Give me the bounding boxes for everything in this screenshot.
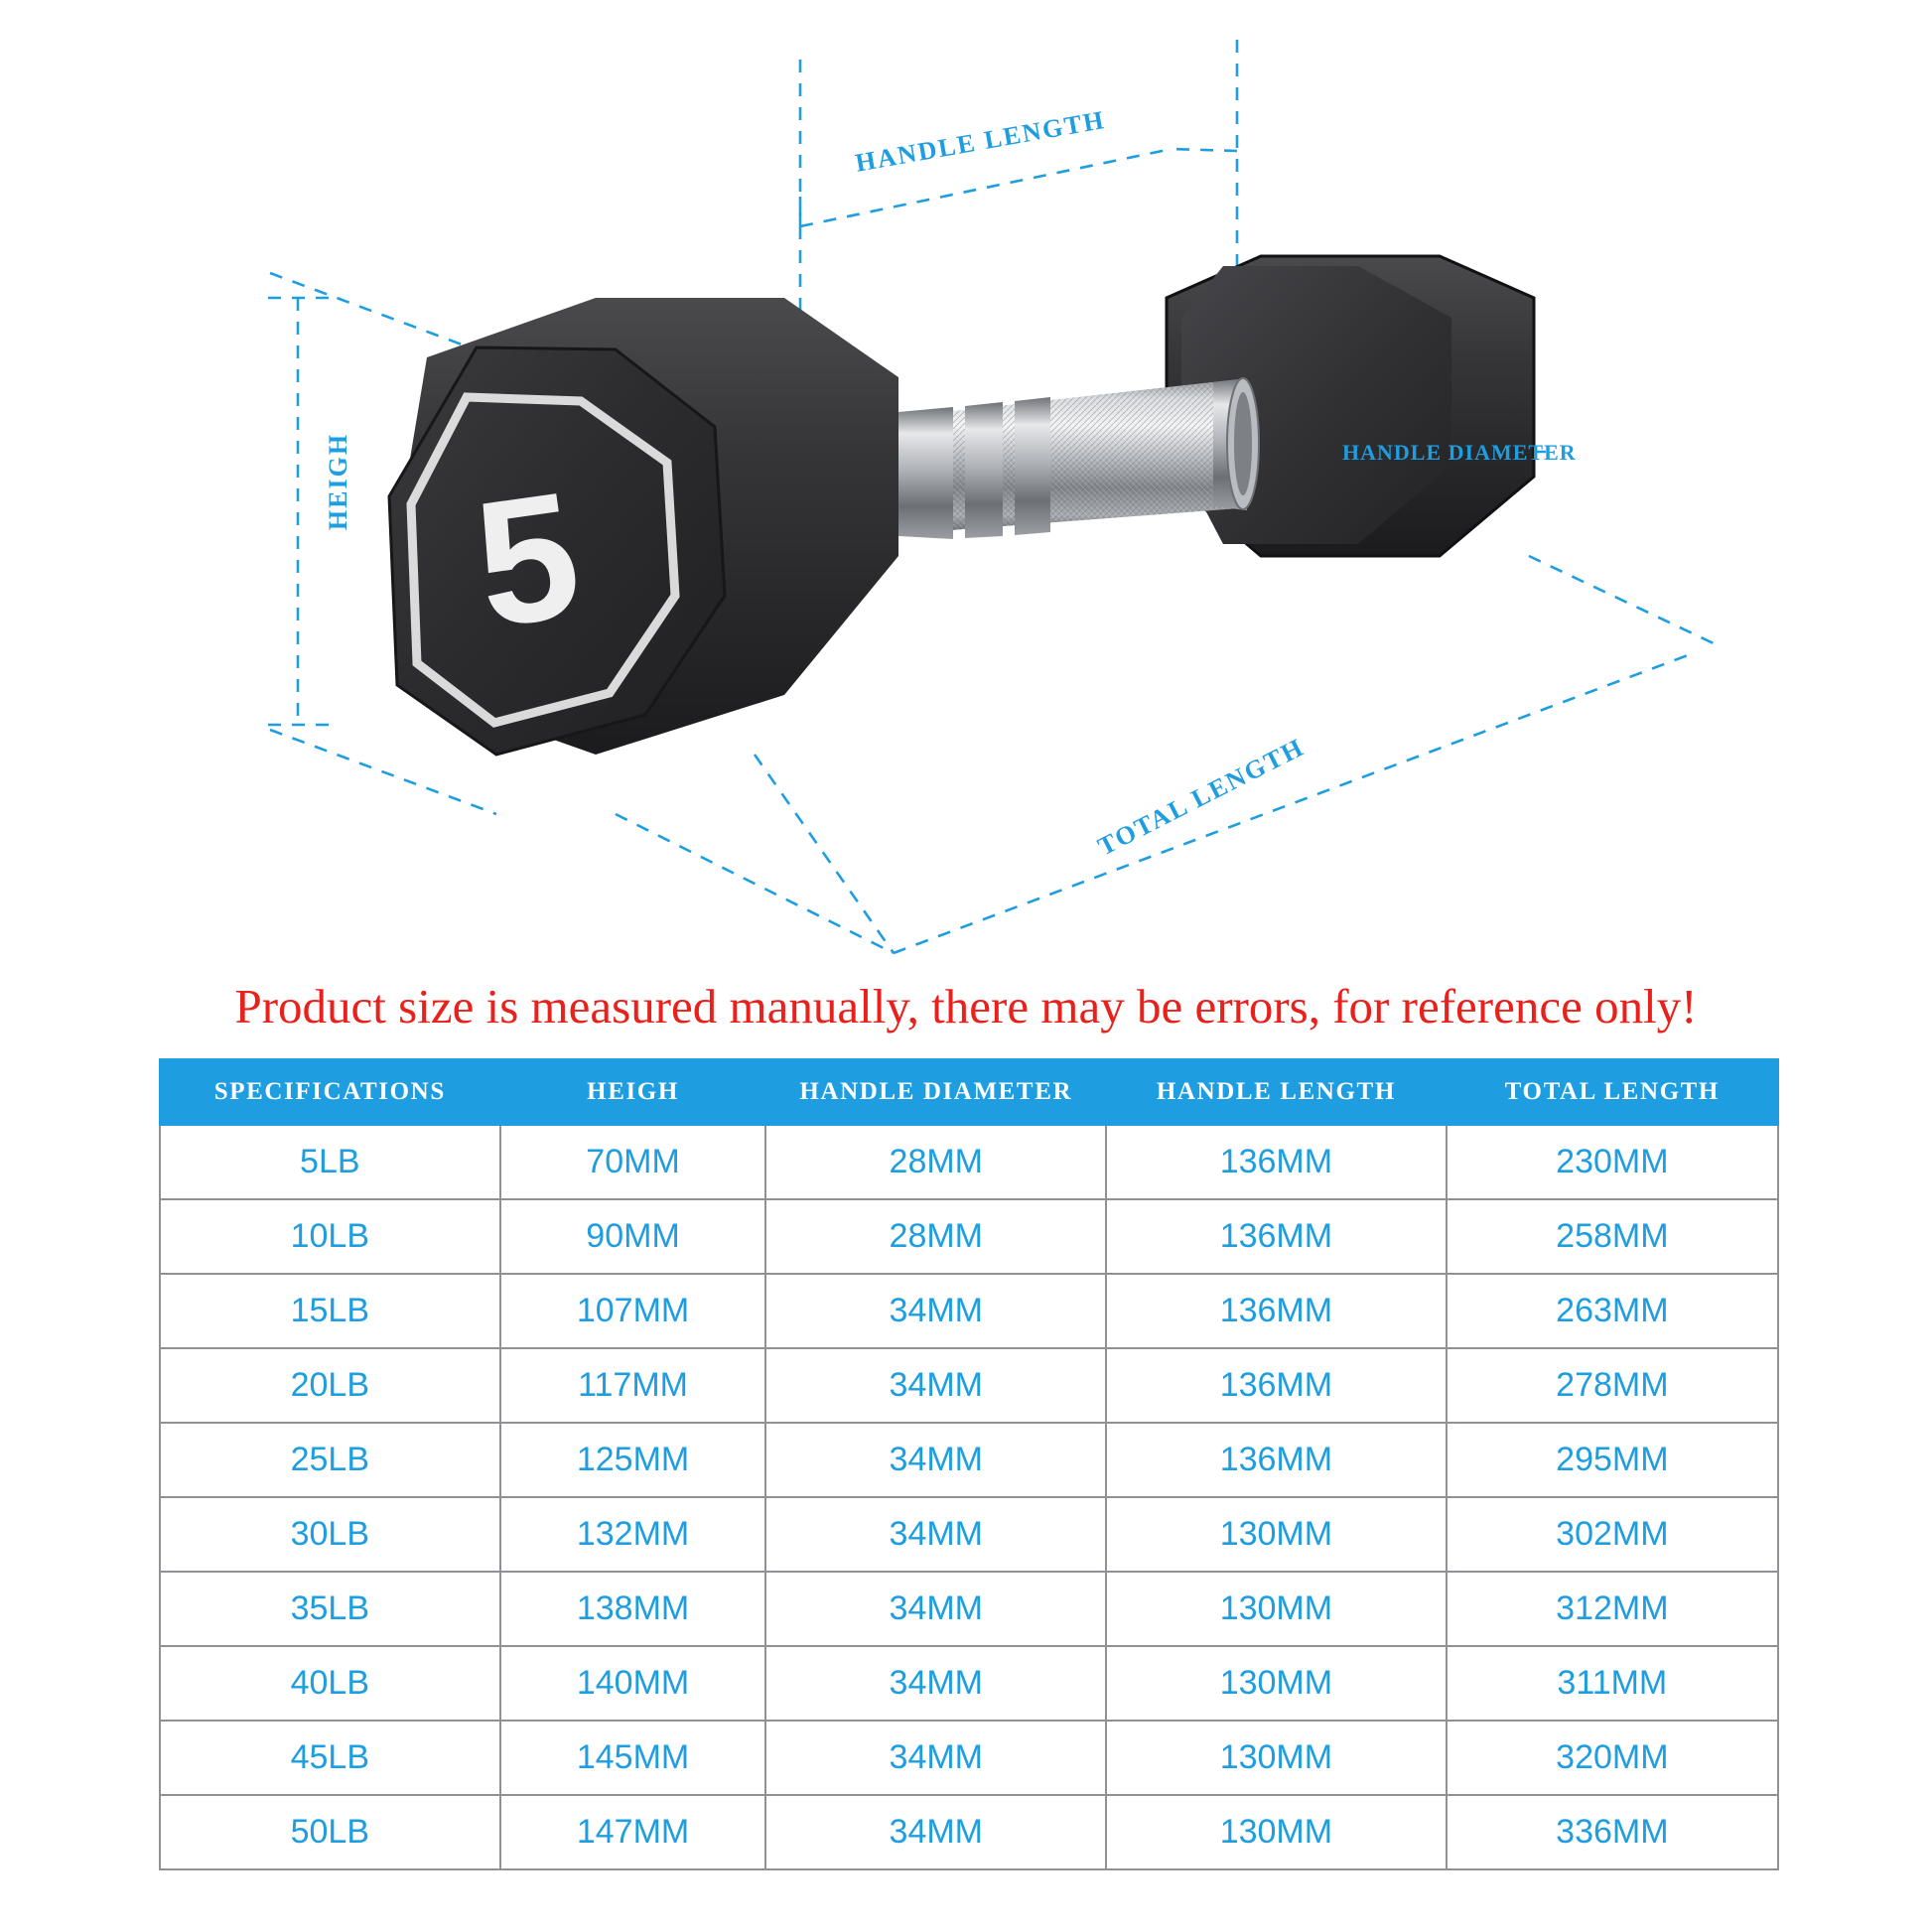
cell-specification: 15LB	[160, 1274, 500, 1348]
cell-specification: 35LB	[160, 1572, 500, 1646]
dumbbell-handle	[898, 378, 1259, 539]
cell-handle-length: 130MM	[1106, 1572, 1447, 1646]
table-row	[160, 1423, 1778, 1497]
cell-total-length: 302MM	[1447, 1497, 1778, 1572]
cell-total-length: 258MM	[1447, 1199, 1778, 1274]
table-row	[160, 1199, 1778, 1274]
cell-handle-diameter: 34MM	[765, 1721, 1106, 1795]
table-row	[160, 1497, 1778, 1572]
measurement-disclaimer: Product size is measured manually, there may be errors, for reference only!	[234, 979, 1698, 1034]
table-row	[160, 1721, 1778, 1795]
cell-total-length: 336MM	[1447, 1795, 1778, 1869]
column-header-handle-diameter: HANDLE DIAMETER	[765, 1059, 1106, 1125]
weight-marking-text: 5	[464, 454, 591, 666]
table-row	[160, 1795, 1778, 1869]
cell-handle-diameter: 28MM	[765, 1125, 1106, 1199]
cell-heigh: 70MM	[500, 1125, 766, 1199]
table-row	[160, 1348, 1778, 1423]
total-length-label: TOTAL LENGTH	[1093, 732, 1310, 862]
cell-handle-diameter: 34MM	[765, 1795, 1106, 1869]
cell-specification: 40LB	[160, 1646, 500, 1721]
cell-specification: 5LB	[160, 1125, 500, 1199]
cell-heigh: 125MM	[500, 1423, 766, 1497]
column-header-handle-length: HANDLE LENGTH	[1106, 1059, 1447, 1125]
cell-handle-diameter: 34MM	[765, 1348, 1106, 1423]
cell-heigh: 117MM	[500, 1348, 766, 1423]
cell-handle-length: 136MM	[1106, 1423, 1447, 1497]
cell-heigh: 147MM	[500, 1795, 766, 1869]
cell-handle-diameter: 34MM	[765, 1274, 1106, 1348]
cell-specification: 10LB	[160, 1199, 500, 1274]
column-header-specifications: SPECIFICATIONS	[160, 1059, 500, 1125]
cell-total-length: 295MM	[1447, 1423, 1778, 1497]
table-header	[160, 1059, 1778, 1125]
cell-handle-diameter: 34MM	[765, 1497, 1106, 1572]
table-header-row	[160, 1059, 1778, 1125]
table-row	[160, 1274, 1778, 1348]
cell-total-length: 312MM	[1447, 1572, 1778, 1646]
cell-handle-length: 136MM	[1106, 1348, 1447, 1423]
cell-total-length: 278MM	[1447, 1348, 1778, 1423]
cell-total-length: 311MM	[1447, 1646, 1778, 1721]
specifications-table-container	[159, 1058, 1779, 1870]
cell-handle-length: 136MM	[1106, 1274, 1447, 1348]
cell-handle-length: 136MM	[1106, 1125, 1447, 1199]
handle-length-label: HANDLE LENGTH	[853, 104, 1108, 178]
cell-handle-length: 130MM	[1106, 1721, 1447, 1795]
dumbbell-near-plate	[389, 298, 898, 755]
cell-handle-length: 130MM	[1106, 1497, 1447, 1572]
table-row	[160, 1646, 1778, 1721]
cell-handle-diameter: 28MM	[765, 1199, 1106, 1274]
cell-handle-length: 136MM	[1106, 1199, 1447, 1274]
specifications-table	[159, 1058, 1779, 1870]
cell-specification: 20LB	[160, 1348, 500, 1423]
cell-total-length: 230MM	[1447, 1125, 1778, 1199]
table-row	[160, 1125, 1778, 1199]
cell-specification: 45LB	[160, 1721, 500, 1795]
table-body	[160, 1125, 1778, 1869]
cell-heigh: 107MM	[500, 1274, 766, 1348]
cell-handle-length: 130MM	[1106, 1646, 1447, 1721]
cell-total-length: 320MM	[1447, 1721, 1778, 1795]
cell-heigh: 90MM	[500, 1199, 766, 1274]
cell-specification: 50LB	[160, 1795, 500, 1869]
cell-total-length: 263MM	[1447, 1274, 1778, 1348]
cell-handle-diameter: 34MM	[765, 1572, 1106, 1646]
cell-heigh: 138MM	[500, 1572, 766, 1646]
cell-handle-length: 130MM	[1106, 1795, 1447, 1869]
heigh-label: HEIGH	[324, 432, 353, 531]
cell-specification: 30LB	[160, 1497, 500, 1572]
cell-specification: 25LB	[160, 1423, 500, 1497]
cell-heigh: 140MM	[500, 1646, 766, 1721]
cell-handle-diameter: 34MM	[765, 1646, 1106, 1721]
cell-heigh: 145MM	[500, 1721, 766, 1795]
cell-heigh: 132MM	[500, 1497, 766, 1572]
cell-handle-diameter: 34MM	[765, 1423, 1106, 1497]
column-header-heigh: HEIGH	[500, 1059, 766, 1125]
handle-diameter-label: HANDLE DIAMETER	[1342, 440, 1577, 465]
column-header-total-length: TOTAL LENGTH	[1447, 1059, 1778, 1125]
table-row	[160, 1572, 1778, 1646]
